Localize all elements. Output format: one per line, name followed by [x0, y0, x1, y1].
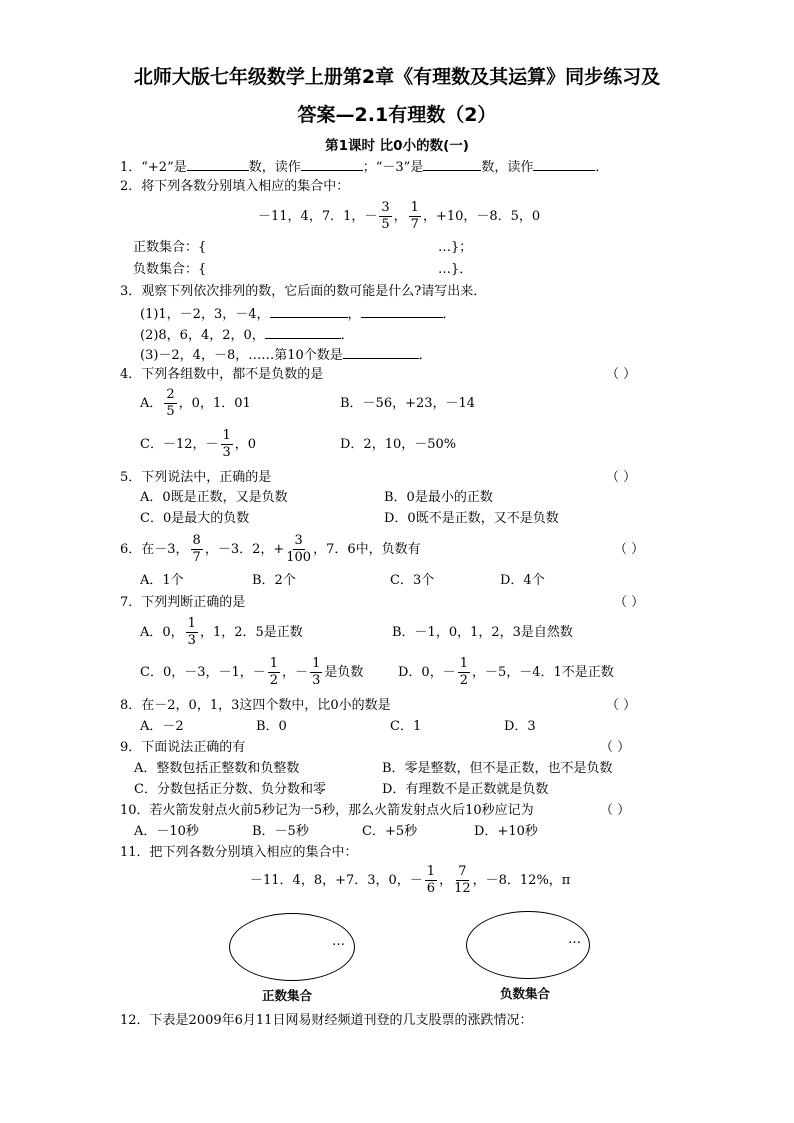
option-b: B．0 [256, 719, 287, 734]
answer-parentheses[interactable]: （ ） [600, 740, 631, 755]
ellipsis-mark: … [568, 932, 581, 947]
option-d: D．0，－ $\frac{1}{2}$ ，－5，－4．1不是正数 [398, 656, 614, 688]
answer-blank[interactable] [270, 304, 348, 318]
lesson-subtitle: 第1课时 比0小的数(一) [325, 138, 469, 154]
option-b: B．－5秒 [252, 824, 309, 839]
answer-parentheses[interactable]: （ ） [606, 698, 637, 713]
answer-blank[interactable] [533, 157, 595, 171]
fraction: $\frac{2}{5}$ [166, 387, 175, 419]
answer-blank[interactable] [301, 157, 363, 171]
option-d: D．0既不是正数，又不是负数 [384, 511, 559, 526]
option-d: D．2，10，－50% [340, 437, 457, 452]
option-b: B．－56，+23，－14 [340, 396, 476, 411]
option-b: B．零是整数，但不是正数，也不是负数 [382, 761, 613, 776]
option-b: B．0是最小的正数 [384, 490, 493, 505]
positive-set-label: 正数集合 [262, 988, 313, 1003]
answer-blank[interactable] [423, 157, 481, 171]
fraction: $\frac{1}{2}$ [269, 656, 279, 688]
answer-parentheses[interactable]: （ ） [606, 470, 637, 485]
option-c: C．+5秒 [362, 824, 418, 839]
option-a: A．－2 [140, 719, 184, 734]
fraction: $\frac{1}{6}$ [426, 864, 436, 896]
fraction: $\frac{1}{3}$ [222, 428, 231, 460]
question-9-stem: 9．下面说法正确的有 [120, 740, 246, 755]
option-a: A．1个 [140, 573, 184, 588]
negative-set-line: 负数集合：{ [133, 262, 207, 277]
answer-parentheses[interactable]: （ ） [614, 595, 645, 610]
answer-blank[interactable] [343, 345, 419, 359]
question-12-stem: 12．下表是2009年6月11日网易财经频道刊登的几支股票的涨跌情况： [120, 1013, 533, 1028]
page-title: 北师大版七年级数学上册第2章《有理数及其运算》同步练习及 [133, 66, 661, 88]
fraction: $\frac{1}{7}$ [410, 200, 419, 232]
ellipsis-mark: … [332, 934, 345, 949]
fraction: $\frac{3}{5}$ [381, 200, 390, 232]
negative-set-end: …}． [438, 262, 473, 277]
positive-set-line: 正数集合：{ [133, 240, 207, 255]
answer-parentheses[interactable]: （ ） [606, 367, 637, 382]
option-b: B．2个 [252, 573, 296, 588]
negative-set-label: 负数集合 [500, 986, 551, 1001]
answer-parentheses[interactable]: （ ） [614, 542, 645, 557]
fraction: $\frac{1}{3}$ [187, 616, 196, 648]
question-11-stem: 11．把下列各数分别填入相应的集合中： [120, 845, 358, 860]
option-d: D．4个 [500, 573, 545, 588]
question-3-part-2: (2)8，6，4，2，0， ． [140, 325, 354, 345]
question-7-stem: 7．下列判断正确的是 [120, 595, 246, 610]
answer-blank[interactable] [361, 304, 443, 318]
question-3-stem: 3．观察下列依次排列的数，它后面的数可能是什么?请写出来． [120, 284, 487, 299]
question-2-numbers: －11，4，7．1，－ $\frac{3}{5}$ ， $\frac{1}{7}$ ，+10，－8．5，0 [258, 200, 541, 232]
question-6-stem: 6．在－3， $\frac{8}{7}$ ，－3．2，+ $\frac{3}{100}$ ，7．6中，负数有 [120, 533, 421, 565]
answer-blank[interactable] [187, 157, 249, 171]
question-1: 1．“+2”是 数，读作 ；“－3”是 数，读作 ． [120, 157, 608, 177]
question-11-numbers: －11．4，8，+7．3，0，－ $\frac{1}{6}$ ， $\frac{7}{12}$ ，－8．12%，π [250, 864, 571, 896]
option-d: D．+10秒 [474, 824, 538, 839]
fraction: $\frac{1}{3}$ [312, 656, 321, 688]
option-c: C．分数包括正分数、负分数和零 [134, 782, 326, 797]
fraction: $\frac{3}{100}$ [286, 533, 312, 565]
fraction: $\frac{8}{7}$ [192, 533, 201, 565]
question-10-stem: 10．若火箭发射点火前5秒记为一5秒，那么火箭发射点火后10秒应记为 [120, 803, 534, 818]
question-5-stem: 5．下列说法中，正确的是 [120, 470, 272, 485]
fraction: $\frac{7}{12}$ [454, 864, 471, 896]
question-2-stem: 2．将下列各数分别填入相应的集合中： [120, 179, 350, 194]
question-4-stem: 4．下列各组数中，都不是负数的是 [120, 367, 324, 382]
option-b: B．－1，0，1，2，3是自然数 [392, 625, 573, 640]
option-c: C．3个 [390, 573, 435, 588]
option-a: A．－10秒 [134, 824, 199, 839]
answer-blank[interactable] [265, 325, 341, 339]
question-3-part-3: (3)－2，4，－8，……第10个数是 ． [140, 345, 432, 365]
option-c: C．0，－3，－1，－ $\frac{1}{2}$ ，－ $\frac{1}{3}$ 是负数 [140, 656, 364, 688]
option-c: C．－12，－ $\frac{1}{3}$ ，0 [140, 428, 257, 460]
option-a: A．0， $\frac{1}{3}$ ，1，2．5是正数 [140, 616, 303, 648]
fraction: $\frac{1}{2}$ [459, 656, 468, 688]
option-c: C．0是最大的负数 [140, 511, 250, 526]
positive-set-end: …}； [438, 240, 473, 255]
option-d: D．3 [504, 719, 536, 734]
page-title-line2: 答案—2.1有理数（2） [297, 104, 497, 126]
option-a: A． $\frac{2}{5}$ ，0，1．01 [140, 387, 251, 419]
answer-parentheses[interactable]: （ ） [600, 803, 631, 818]
option-c: C．1 [390, 719, 422, 734]
option-a: A．整数包括正整数和负整数 [134, 761, 300, 776]
question-8-stem: 8．在－2，0，1，3这四个数中，比0小的数是 [120, 698, 391, 713]
option-d: D．有理数不是正数就是负数 [382, 782, 549, 797]
option-a: A．0既是正数，又是负数 [140, 490, 288, 505]
question-3-part-1: (1)1，－2，3，－4， ， ． [140, 304, 456, 324]
